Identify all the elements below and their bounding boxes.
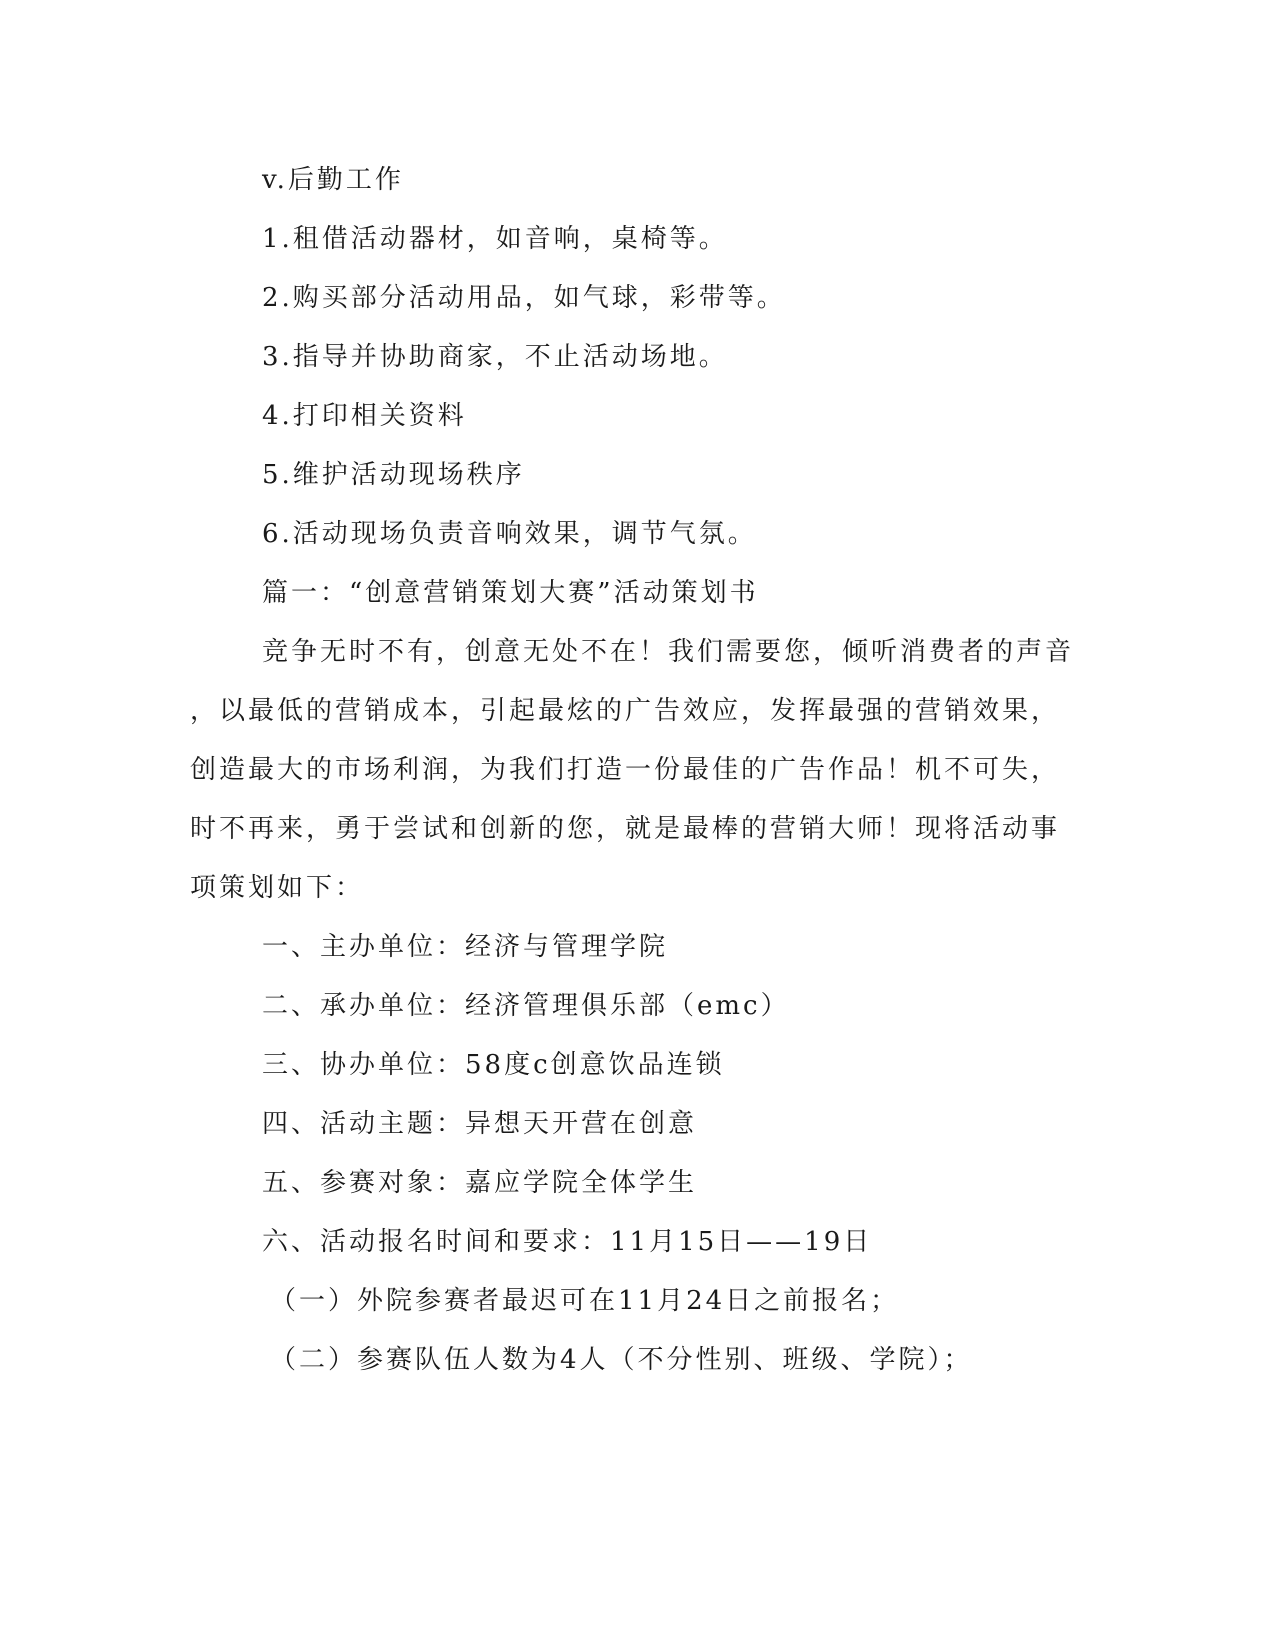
requirement-item: （一）外院参赛者最迟可在11月24日之前报名；: [270, 1286, 900, 1316]
intro-line: ，以最低的营销成本，引起最炫的广告效应，发挥最强的营销效果，: [190, 696, 1061, 726]
logistics-heading: v.后勤工作: [262, 165, 404, 195]
intro-line: 创造最大的市场利润，为我们打造一份最佳的广告作品！机不可失，: [190, 755, 1061, 785]
logistics-item: 3.指导并协助商家，不止活动场地。: [262, 342, 728, 372]
logistics-item: 1.租借活动器材，如音响，桌椅等。: [262, 224, 728, 254]
section-item: 二、承办单位：经济管理俱乐部（emc）: [262, 991, 790, 1021]
intro-line: 时不再来，勇于尝试和创新的您，就是最棒的营销大师！现将活动事: [190, 814, 1061, 844]
intro-line: 项策划如下：: [190, 873, 365, 903]
requirement-item: （二）参赛队伍人数为4人（不分性别、班级、学院）；: [270, 1345, 973, 1375]
section-item: 一、主办单位：经济与管理学院: [262, 932, 669, 962]
logistics-item: 6.活动现场负责音响效果，调节气氛。: [262, 519, 757, 549]
section-item: 三、协办单位：58度c创意饮品连锁: [262, 1050, 725, 1080]
section-item: 五、参赛对象：嘉应学院全体学生: [262, 1168, 698, 1198]
logistics-item: 4.打印相关资料: [262, 401, 467, 431]
logistics-item: 2.购买部分活动用品，如气球，彩带等。: [262, 283, 786, 313]
intro-line: 竞争无时不有，创意无处不在！我们需要您，倾听消费者的声音: [262, 637, 1075, 667]
section-item: 四、活动主题：异想天开营在创意: [262, 1109, 698, 1139]
section-item: 六、活动报名时间和要求：11月15日——19日: [262, 1227, 873, 1257]
chapter-title: 篇一：“创意营销策划大赛”活动策划书: [262, 578, 759, 608]
logistics-item: 5.维护活动现场秩序: [262, 460, 525, 490]
